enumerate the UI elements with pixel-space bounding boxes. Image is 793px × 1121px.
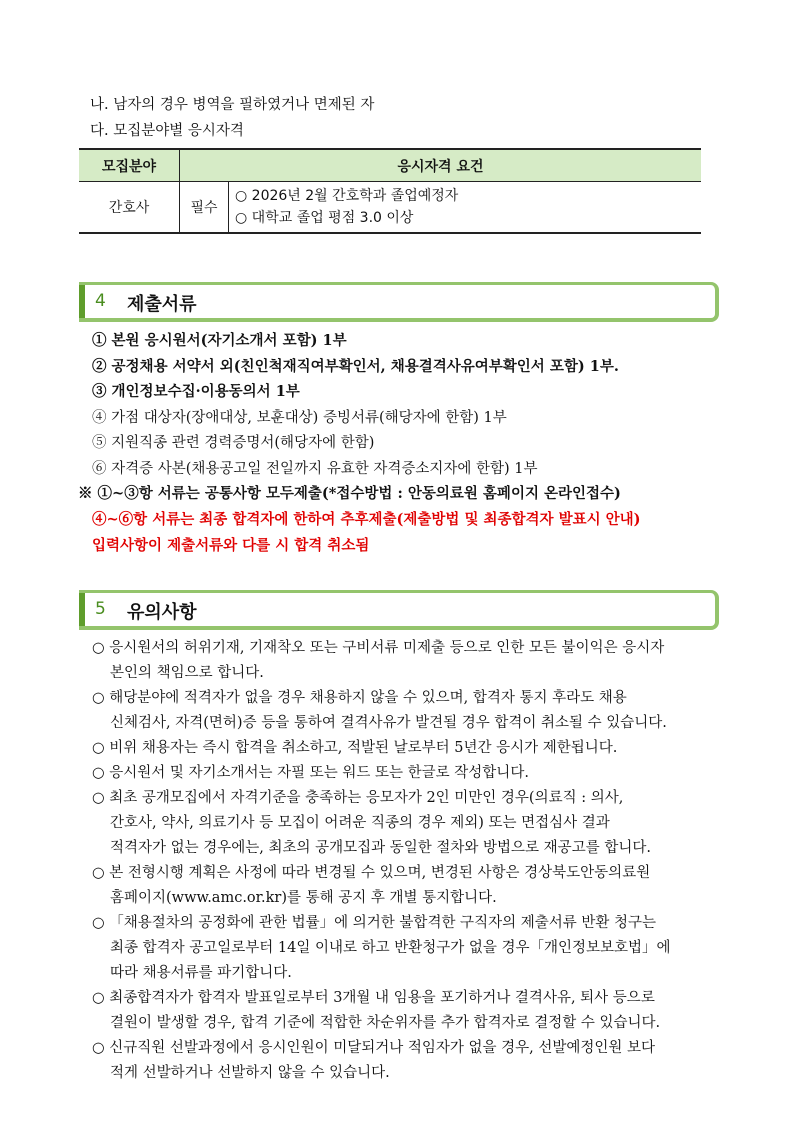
section-accent-bar <box>79 285 85 318</box>
section-accent-bar <box>79 593 85 626</box>
notice-line: ○ 비위 채용자는 즉시 합격을 취소하고, 적발된 날로부터 5년간 응시가 제한됩니다. <box>92 740 618 756</box>
section-4-header <box>79 282 719 322</box>
notice-line: 적게 선발하거나 선발하지 않을 수 있습니다. <box>110 1065 390 1081</box>
document-item: ⑥ 자격증 사본(채용공고일 전일까지 유효한 자격증소지자에 한함) 1부 <box>92 461 538 477</box>
section-number: 4 <box>95 291 106 311</box>
field-cell: 간호사 <box>79 182 180 234</box>
type-cell: 필수 <box>180 182 229 234</box>
eligibility-by-field-heading: 다. 모집분야별 응시자격 <box>90 123 244 139</box>
eligibility-table <box>79 148 701 234</box>
notice-line: 본인의 책임으로 합니다. <box>110 665 264 681</box>
notice-line: ○ 응시원서의 허위기재, 기재착오 또는 구비서류 미제출 등으로 인한 모든 불이익은 응시자 <box>92 640 665 656</box>
table-row <box>79 182 701 234</box>
notice-line: ○ 해당분야에 적격자가 없을 경우 채용하지 않을 수 있으며, 합격자 통지 후라도 채용 <box>92 690 627 706</box>
document-item: ④ 가점 대상자(장애대상, 보훈대상) 증빙서류(해당자에 한함) 1부 <box>92 410 507 426</box>
notice-line: 최종 합격자 공고일로부터 14일 이내로 하고 반환청구가 없을 경우「개인정보보호법」에 <box>110 940 671 956</box>
submission-note: ※ ①~③항 서류는 공통사항 모두제출(*접수방법 : 안동의료원 홈페이지 온라인접수) <box>78 485 621 502</box>
requirement-item: ○ 2026년 2월 간호학과 졸업예정자 <box>235 188 459 204</box>
notice-line: 따라 채용서류를 파기합니다. <box>110 965 292 981</box>
notice-line: ○ 최초 공개모집에서 자격기준을 충족하는 응모자가 2인 미만인 경우(의료직 : 의사, <box>92 790 624 806</box>
header-requirements: 응시자격 요건 <box>180 149 702 182</box>
table-header-row <box>79 149 701 182</box>
notice-line: 적격자가 없는 경우에는, 최초의 공개모집과 동일한 절차와 방법으로 재공고를 합니다. <box>110 840 651 856</box>
notice-line: ○ 최종합격자가 합격자 발표일로부터 3개월 내 임용을 포기하거나 결격사유, 퇴사 등으로 <box>92 990 655 1006</box>
cancellation-warning: 입력사항이 제출서류와 다를 시 합격 취소됨 <box>92 537 370 554</box>
document-item: ③ 개인정보수집·이용동의서 1부 <box>92 383 300 400</box>
section-title: 유의사항 <box>127 602 197 623</box>
section-title: 제출서류 <box>127 294 197 315</box>
notice-line: ○ 「채용절차의 공정화에 관한 법률」에 의거한 불합격한 구직자의 제출서류 반환 청구는 <box>92 915 656 931</box>
notice-line: 결원이 발생할 경우, 합격 기준에 적합한 차순위자를 추가 합격자로 결정할 수 있습니다. <box>110 1015 661 1031</box>
later-submission-warning: ④~⑥항 서류는 최종 합격자에 한하여 추후제출(제출방법 및 최종합격자 발표시 안내) <box>92 511 641 528</box>
notice-line: 홈페이지(www.amc.or.kr)를 통해 공지 후 개별 통지합니다. <box>110 890 497 906</box>
requirement-item: ○ 대학교 졸업 평점 3.0 이상 <box>235 210 414 226</box>
section-number: 5 <box>95 599 106 619</box>
eligibility-military: 나. 남자의 경우 병역을 필하였거나 면제된 자 <box>90 97 375 113</box>
notice-line: 간호사, 약사, 의료기사 등 모집이 어려운 직종의 경우 제외) 또는 면접심사 결과 <box>110 815 610 831</box>
notice-line: 신체검사, 자격(면허)증 등을 통하여 결격사유가 발견될 경우 합격이 취소될 수 있습니다. <box>110 715 667 731</box>
notice-line: ○ 신규직원 선발과정에서 응시인원이 미달되거나 적임자가 없을 경우, 선발예정인원 보다 <box>92 1040 655 1056</box>
document-item: ② 공정채용 서약서 외(친인척재직여부확인서, 채용결격사유여부확인서 포함) 1부. <box>92 358 619 375</box>
notice-line: ○ 응시원서 및 자기소개서는 자필 또는 워드 또는 한글로 작성합니다. <box>92 765 529 781</box>
requirements-cell <box>229 182 702 234</box>
document-item: ① 본원 응시원서(자기소개서 포함) 1부 <box>92 332 347 349</box>
header-field: 모집분야 <box>79 149 180 182</box>
notice-line: ○ 본 전형시행 계획은 사정에 따라 변경될 수 있으며, 변경된 사항은 경상북도안동의료원 <box>92 865 651 881</box>
document-item: ⑤ 지원직종 관련 경력증명서(해당자에 한함) <box>92 435 375 451</box>
section-5-header <box>79 590 719 630</box>
